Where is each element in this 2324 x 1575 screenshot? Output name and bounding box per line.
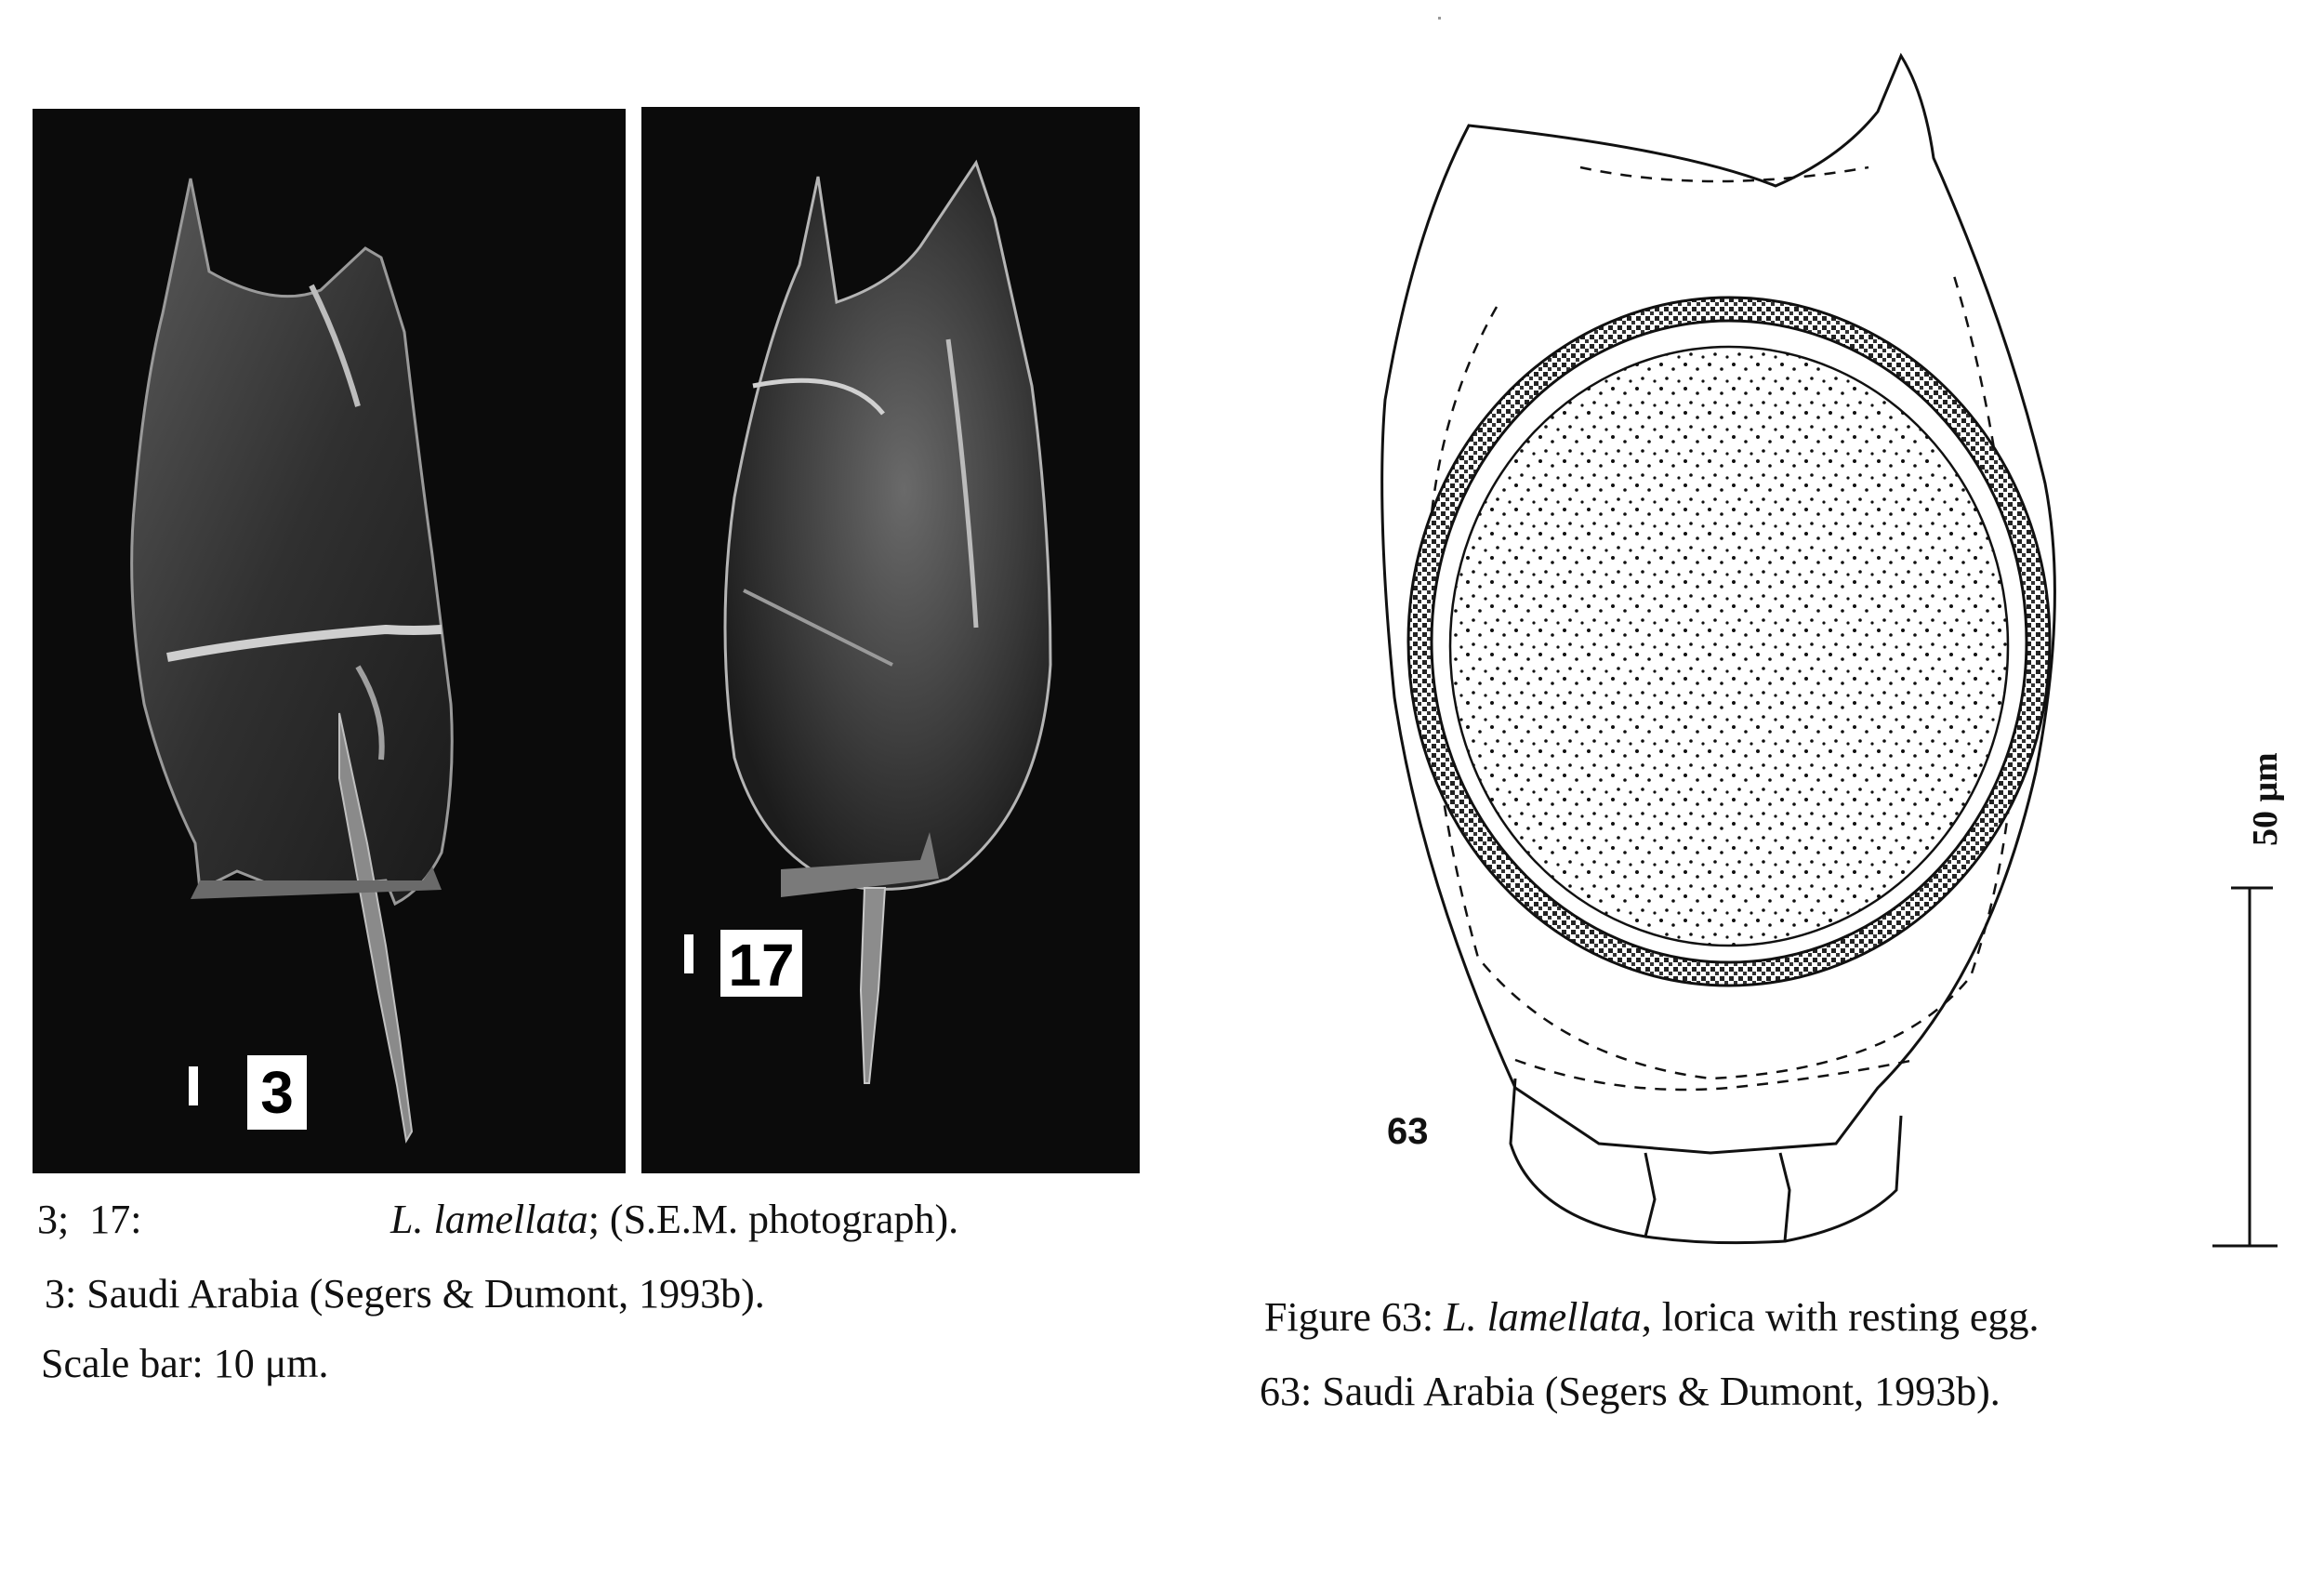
scale-bar-50um-label: 50 μm xyxy=(2246,752,2285,846)
species-name: L. lamellata xyxy=(390,1197,588,1242)
caption-left-title-rest: ; (S.E.M. photograph). xyxy=(588,1197,959,1242)
sem-photo-17 xyxy=(641,107,1140,1173)
caption-left-locality: 3: Saudi Arabia (Segers & Dumont, 1993b). xyxy=(45,1271,765,1317)
caption-right-title xyxy=(1264,1294,2040,1340)
sem-photo-3 xyxy=(33,109,626,1173)
scan-speck xyxy=(1438,17,1441,20)
caption-left-scale: Scale bar: 10 μm. xyxy=(41,1341,329,1386)
species-name: L. lamellata xyxy=(1444,1294,1642,1340)
figure-label-17: 17 xyxy=(720,930,802,997)
caption-right-locality: 63: Saudi Arabia (Segers & Dumont, 1993b). xyxy=(1260,1369,2000,1414)
sem-specimen-3-image xyxy=(33,109,626,1173)
sem-specimen-17-image xyxy=(641,107,1140,1173)
scale-bar-10um xyxy=(189,1066,198,1105)
caption-left-title xyxy=(390,1199,958,1240)
caption-left-numbers: 3; 17: xyxy=(37,1197,142,1242)
figure-label-3: 3 xyxy=(247,1055,307,1130)
lorica-drawing xyxy=(1320,46,2212,1255)
figure-number-63: 63 xyxy=(1387,1111,1429,1152)
caption-right-title-rest: , lorica with resting egg. xyxy=(1641,1294,2040,1340)
caption-right-prefix: Figure 63: xyxy=(1264,1294,1445,1340)
scale-bar-10um xyxy=(684,934,693,973)
